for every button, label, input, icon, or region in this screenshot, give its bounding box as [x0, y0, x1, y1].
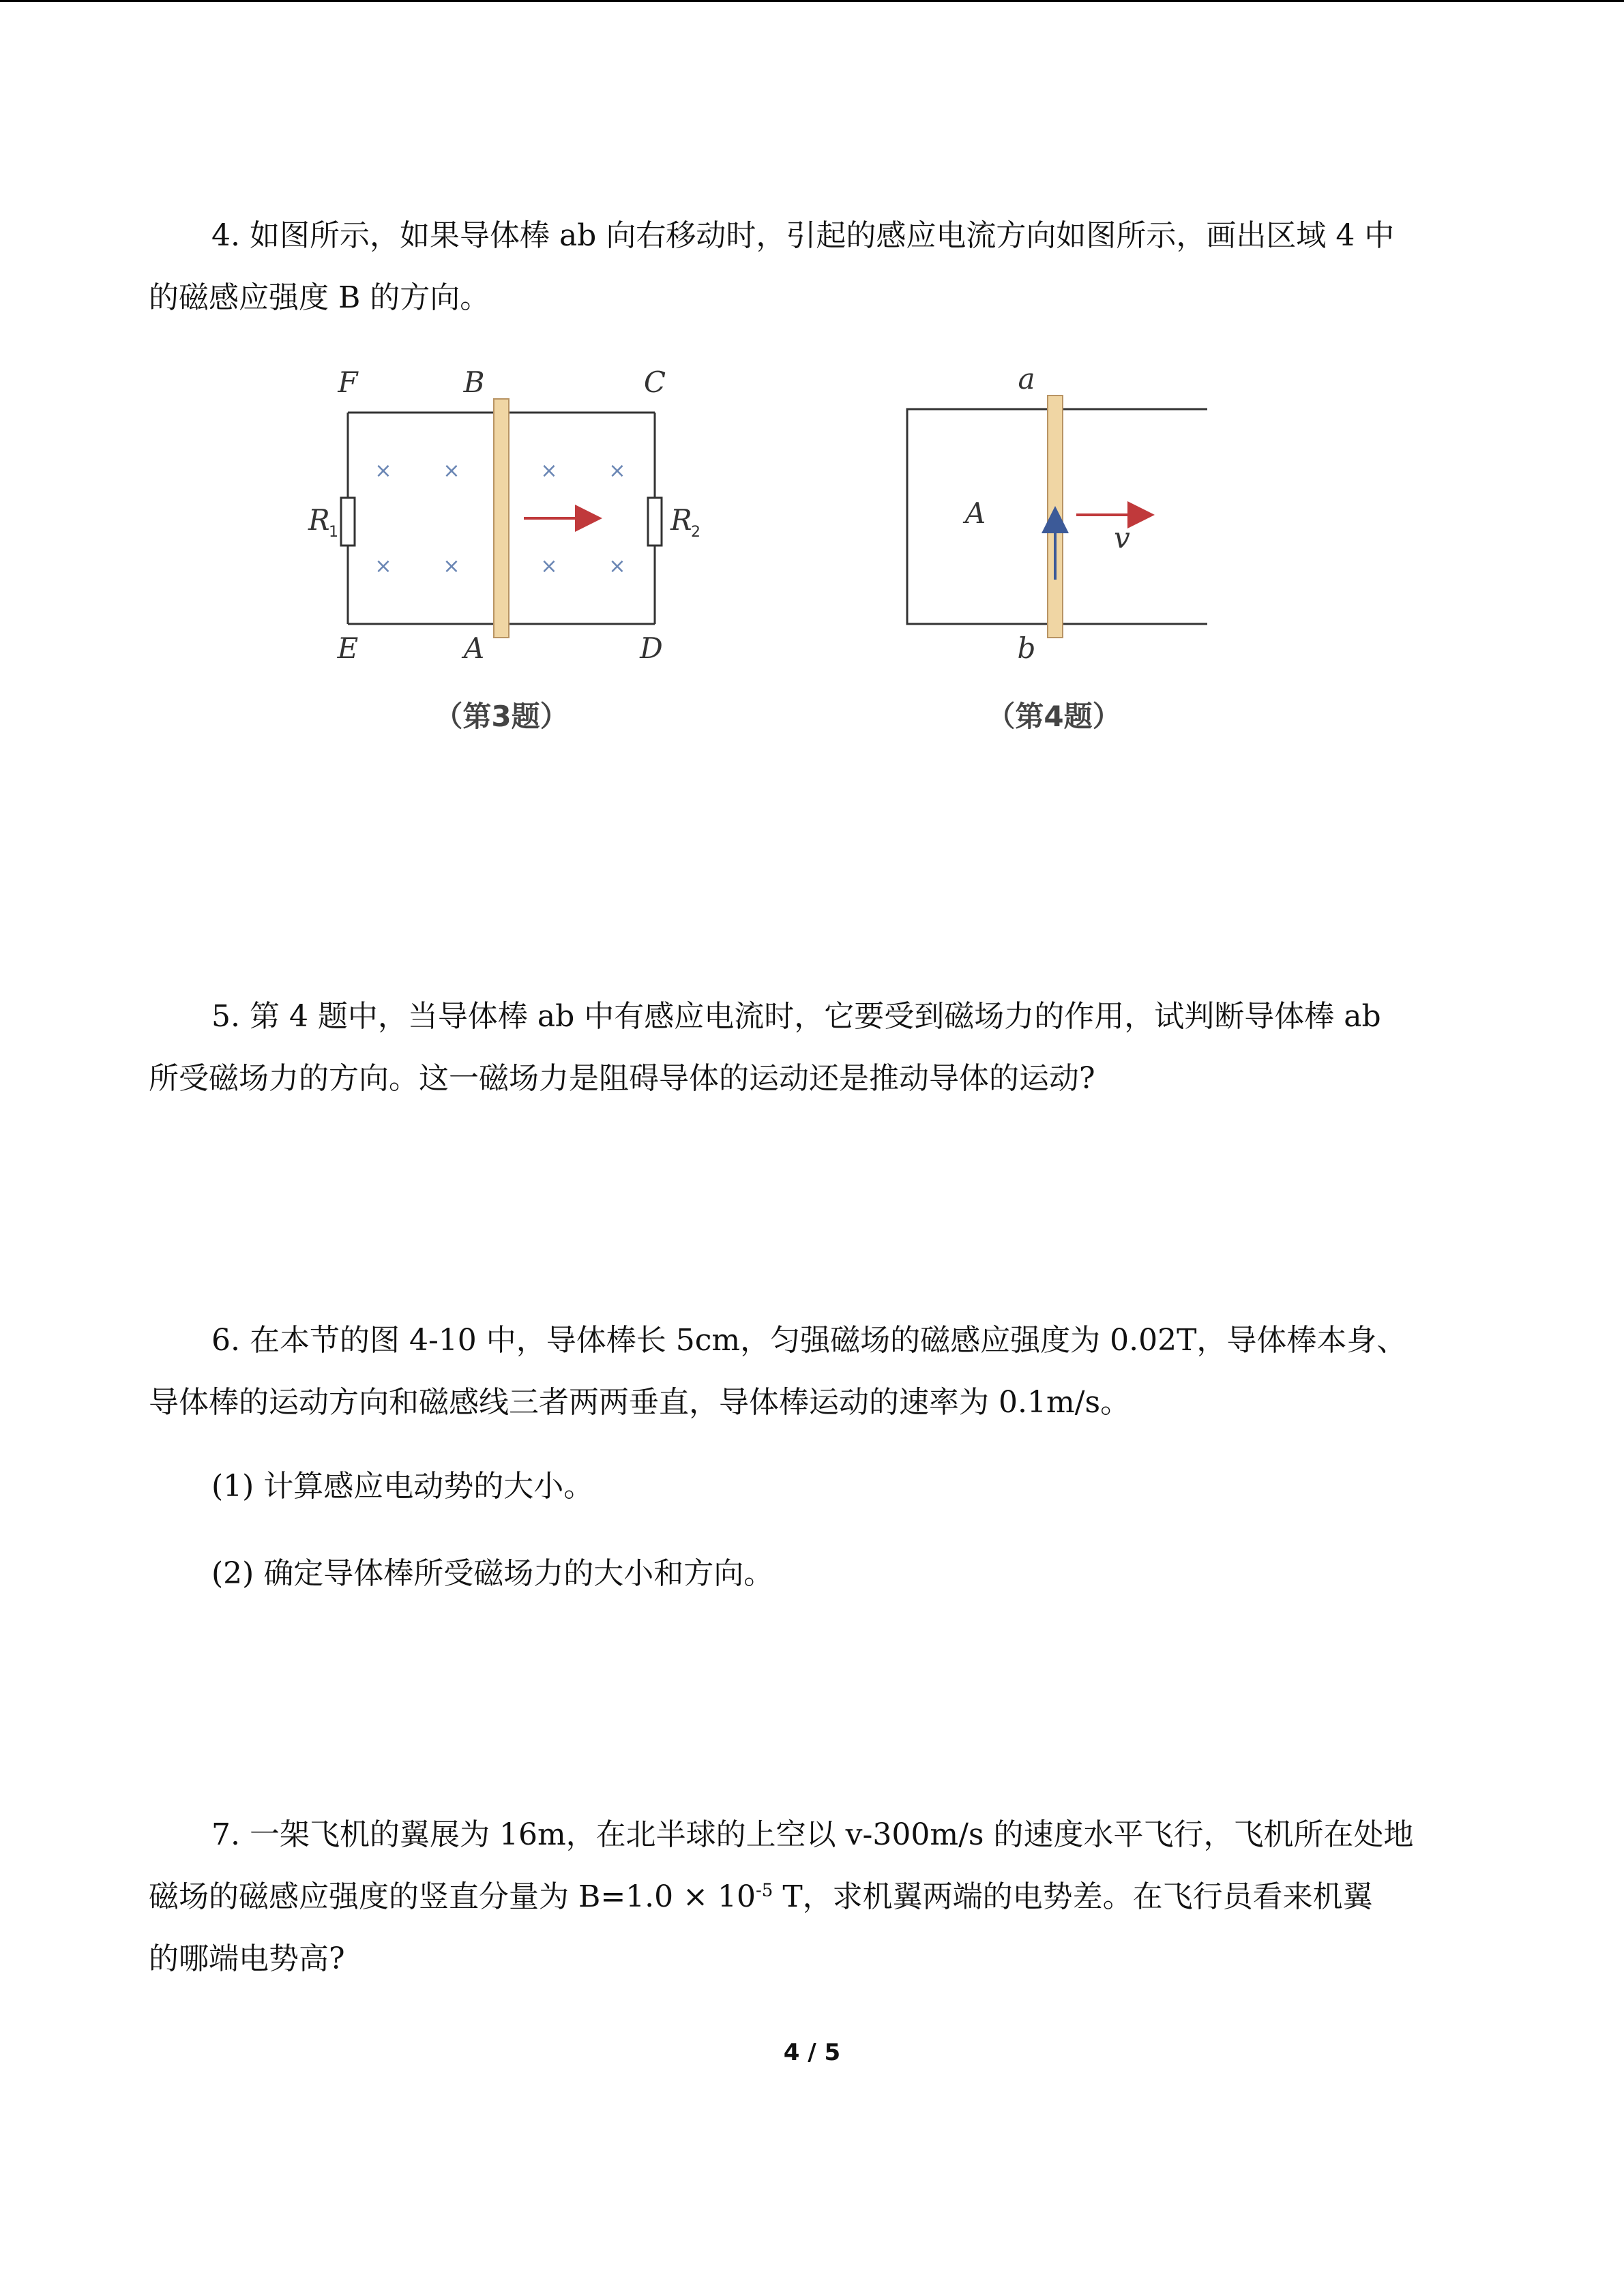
question-7	[149, 1804, 1477, 1990]
question-6	[149, 1309, 1477, 1433]
label-R2-subscript: 2	[691, 524, 700, 541]
question-7-line-1: 7. 一架飞机的翼展为 16m，在北半球的上空以 v-300m/s 的速度水平飞行，飞机所在处地	[211, 1817, 1414, 1852]
question-7-line-2-start: 磁场的磁感应强度的竖直分量为 B=1.0 × 10	[149, 1879, 756, 1914]
label-R1: R	[308, 503, 330, 537]
label-v: v	[1114, 521, 1130, 554]
question-4-line-2: 的磁感应强度 B 的方向。	[149, 280, 490, 315]
figure-3	[308, 366, 700, 733]
label-region-A: A	[964, 496, 986, 530]
fig3-conductor-rod	[494, 399, 509, 638]
label-C: C	[643, 366, 666, 399]
label-D: D	[640, 631, 663, 665]
field-cross-7: ×	[540, 554, 558, 578]
field-cross-1: ×	[374, 459, 392, 483]
figure-4	[907, 362, 1207, 733]
label-A: A	[463, 631, 485, 665]
resistor-r1	[341, 498, 355, 546]
question-5	[149, 985, 1477, 1109]
top-border-line	[0, 0, 1624, 2]
label-F: F	[338, 366, 358, 399]
question-6-part-2: (2) 确定导体棒所受磁场力的大小和方向。	[211, 1556, 774, 1591]
question-6-line-1: 6. 在本节的图 4-10 中，导体棒长 5cm，匀强磁场的磁感应强度为 0.02T，导体棒本身、	[211, 1323, 1407, 1358]
label-b: b	[1017, 631, 1036, 665]
question-4-line-1: 4. 如图所示，如果导体棒 ab 向右移动时，引起的感应电流方向如图所示，画出区域 4 中	[211, 218, 1395, 253]
label-B: B	[463, 366, 485, 399]
resistor-r2	[648, 498, 662, 546]
question-5-line-2: 所受磁场力的方向。这一磁场力是阻碍导体的运动还是推动导体的运动?	[149, 1061, 1095, 1096]
question-7-line-3: 的哪端电势高?	[149, 1941, 345, 1976]
field-cross-2: ×	[443, 459, 460, 483]
field-cross-5: ×	[374, 554, 392, 578]
question-7-line-2	[149, 1866, 1477, 1928]
figures-3-and-4	[205, 344, 1350, 767]
field-cross-4: ×	[608, 459, 626, 483]
label-R2: R	[670, 503, 692, 537]
exponent: -5	[756, 1880, 773, 1901]
question-4	[149, 205, 1477, 329]
page-number: 4 / 5	[783, 2039, 841, 2066]
label-E: E	[337, 631, 359, 665]
figure-4-caption: （第4题）	[986, 700, 1121, 733]
figure-3-caption: （第3题）	[434, 700, 569, 733]
label-a: a	[1018, 362, 1035, 396]
field-cross-6: ×	[443, 554, 460, 578]
label-R1-subscript: 1	[329, 524, 338, 541]
field-cross-3: ×	[540, 459, 558, 483]
question-6-line-2: 导体棒的运动方向和磁感线三者两两垂直，导体棒运动的速率为 0.1m/s。	[149, 1385, 1131, 1420]
question-6-part-1: (1) 计算感应电动势的大小。	[211, 1469, 594, 1504]
field-cross-8: ×	[608, 554, 626, 578]
question-5-line-1: 5. 第 4 题中，当导体棒 ab 中有感应电流时，它要受到磁场力的作用，试判断导体棒 ab	[211, 999, 1381, 1034]
question-7-line-2-end: T，求机翼两端的电势差。在飞行员看来机翼	[773, 1879, 1373, 1914]
